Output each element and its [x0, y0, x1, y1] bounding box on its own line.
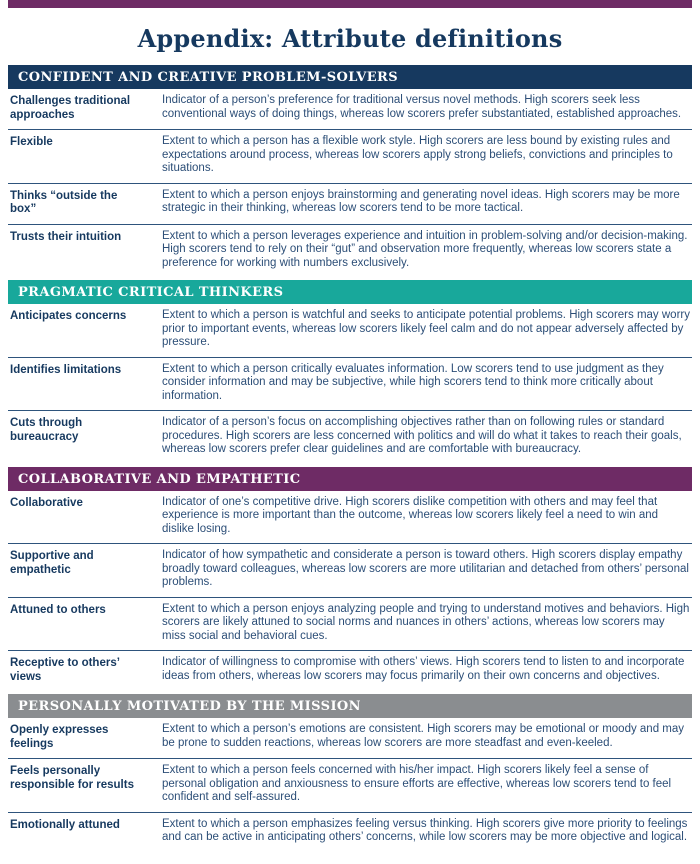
- attribute-definition: Extent to which a person critically evaluates information. Low scorers tend to use judgment as they consider information and may be subjective, while high scorers tend to think more critically about information.: [162, 362, 664, 402]
- attribute-definition: Extent to which a person has a flexible work style. High scorers are less bound by existing rules and expectations around process, whereas low scorers apply strong beliefs, convictions and principles to situations.: [162, 135, 673, 174]
- attribute-definition: Extent to which a person’s emotions are consistent. High scorers may be emotional or moody and may be prone to sudden reactions, whereas low scorers are more steadfast and even-keeled.: [162, 723, 685, 749]
- section-header-personally-motivated: PERSONALLY MOTIVATED BY THE MISSION: [8, 694, 692, 718]
- attribute-name: Attuned to others: [10, 603, 106, 616]
- table-row: [8, 718, 692, 758]
- top-accent-bar: [8, 0, 692, 8]
- table-row: [8, 597, 692, 651]
- attribute-name: Feels personally responsible for results: [10, 765, 134, 791]
- attribute-definition: Indicator of one’s competitive drive. High scorers dislike competition with others and may feel that experience is more important than the outcome, whereas low scorers likely feel a need to win and dislike losing.: [162, 495, 659, 535]
- section-header-pragmatic-critical: PRAGMATIC CRITICAL THINKERS: [8, 280, 692, 304]
- attribute-name: Receptive to others’ views: [10, 657, 120, 683]
- attribute-definition: Extent to which a person is watchful and seeks to anticipate potential problems. High scorers may worry prior to important events, whereas low scorers likely feel calm and do not appear adversely affected by pressure.: [162, 309, 690, 348]
- attribute-name: Collaborative: [10, 496, 83, 509]
- table-row: [8, 491, 692, 544]
- page-title: Appendix: Attribute definitions: [137, 24, 563, 53]
- attribute-definition: Extent to which a person enjoys analyzing people and trying to understand motives and behaviors. High scorers are likely attuned to social norms and nuances in others’ actions, whereas low scorers may miss social and behavioral cues.: [162, 602, 690, 642]
- table-row: [8, 812, 692, 852]
- section-header-confident-creative: CONFIDENT AND CREATIVE PROBLEM-SOLVERS: [8, 65, 692, 89]
- attribute-name: Challenges traditional approaches: [10, 95, 131, 121]
- attribute-definition: Extent to which a person emphasizes feeling versus thinking. High scorers give more priority to feelings and can be active in anticipating others’ concerns, while low scorers may be more objective and logical.: [162, 817, 688, 843]
- table-row: [8, 224, 692, 278]
- table-row: [8, 543, 692, 597]
- attribute-definition: Extent to which a person feels concerned with his/her impact. High scorers likely feel a sense of personal obligation and anxiousness to ensure efforts are effective, whereas low scorers tend to feel confident and self-assured.: [162, 764, 672, 803]
- attribute-name: Anticipates concerns: [10, 310, 127, 322]
- section-header-collaborative-empathetic: COLLABORATIVE AND EMPATHETIC: [8, 467, 692, 491]
- table-row: [8, 758, 692, 812]
- attribute-name: Identifies limitations: [10, 363, 122, 376]
- table-row: [8, 650, 692, 691]
- attribute-definition: Indicator of how sympathetic and considerate a person is toward others. High scorers display empathy broadly toward colleagues, whereas low scorers are more utilitarian and detached from others’ personal problems.: [162, 549, 689, 588]
- attribute-definition: Extent to which a person leverages experience and intuition in problem-solving and/or decision-making. High scorers tend to rely on their “gut” and observation more frequently, whereas low scorers state a preference for working with numbers exclusively.: [162, 229, 688, 269]
- attribute-definition: Indicator of a person’s preference for traditional versus novel methods. High scorers seek less conventional ways of doing things, whereas low scorers prefer substantiated, established approaches.: [162, 94, 682, 120]
- attribute-definition: Extent to which a person enjoys brainstorming and generating novel ideas. High scorers may be more strategic in their thinking, whereas low scorers tend to be more tactical.: [162, 188, 680, 214]
- attribute-name: Emotionally attuned: [10, 818, 120, 831]
- attribute-name: Trusts their intuition: [10, 230, 122, 243]
- table-row: [8, 357, 692, 411]
- table-row: [8, 304, 692, 357]
- attribute-name: Thinks “outside the box”: [10, 189, 118, 215]
- attribute-name: Flexible: [10, 136, 53, 148]
- attribute-definitions-table: [8, 65, 692, 852]
- table-row: [8, 89, 692, 129]
- attribute-name: Openly expresses feelings: [10, 724, 109, 750]
- table-row: [8, 129, 692, 183]
- attribute-name: Supportive and empathetic: [10, 550, 94, 576]
- attribute-definition: Indicator of a person’s focus on accomplishing objectives rather than on following rules or standard procedures. High scorers are less concerned with politics and will do what it takes to reach their goals, whereas low scorers prefer clear guidelines and are comfortable with bureaucracy.: [162, 416, 682, 455]
- table-row: [8, 183, 692, 224]
- attribute-name: Cuts through bureaucracy: [10, 417, 83, 443]
- table-row: [8, 410, 692, 464]
- attribute-definition: Indicator of willingness to compromise with others’ views. High scorers tend to listen to and incorporate ideas from others, whereas low scorers may focus primarily on their own concerns and objectives.: [162, 656, 685, 682]
